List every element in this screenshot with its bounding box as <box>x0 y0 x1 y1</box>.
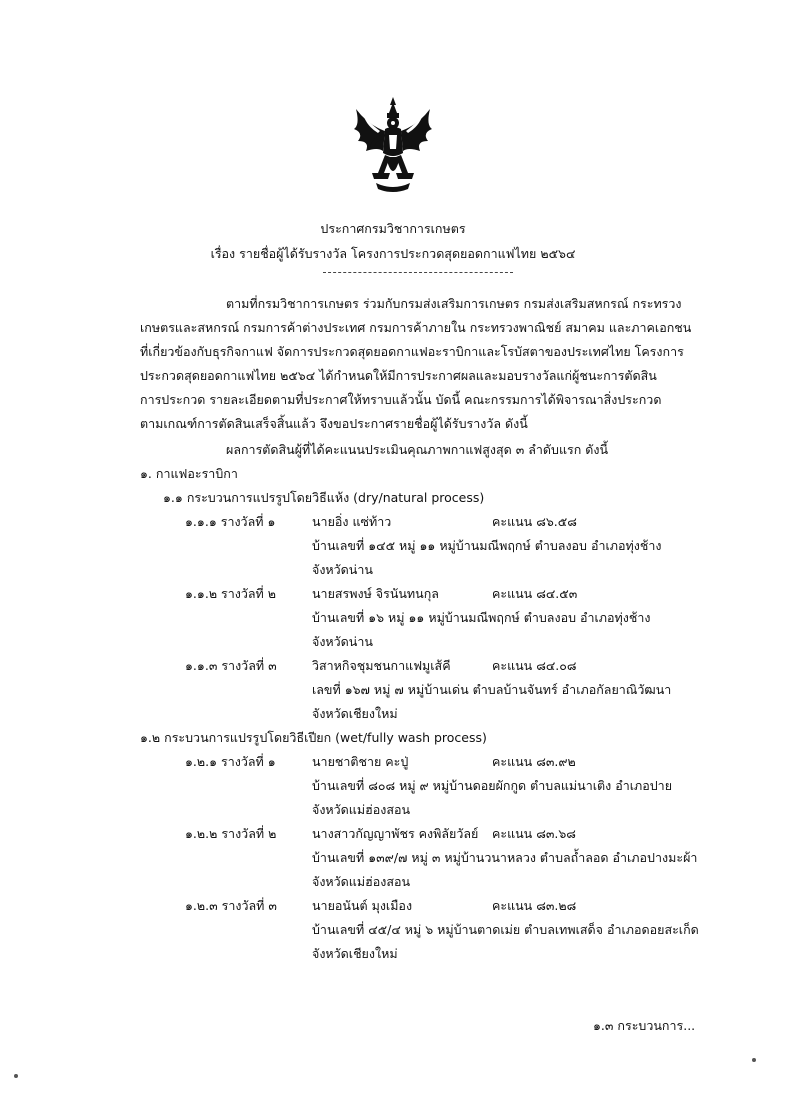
winner-address: บ้านเลขที่ ๑๖ หมู่ ๑๑ หมู่บ้านมณีพฤกษ์ ตำบลงอบ อำเภอทุ่งช้าง <box>312 610 651 625</box>
intro-line: ที่เกี่ยวข้องกับธุรกิจกาแฟ จัดการประกวดสุดยอดกาแฟอะราบิกาและโรบัสตาของประเทศไทย โครงการ <box>140 344 684 359</box>
winner-address: เลขที่ ๑๖๗ หมู่ ๗ หมู่บ้านเด่น ตำบลบ้านจันทร์ อำเภอกัลยาณิวัฒนา <box>312 682 672 697</box>
winner-province: จังหวัดเชียงใหม่ <box>312 706 398 721</box>
winner-province: จังหวัดแม่ฮ่องสอน <box>312 802 411 817</box>
winner-score: คะแนน ๘๖.๕๘ <box>492 514 577 529</box>
award-rank: ๑.๑.๒ รางวัลที่ ๒ <box>185 586 276 601</box>
announcement-subject: เรื่อง รายชื่อผู้ได้รับรางวัล โครงการประกวดสุดยอดกาแฟไทย ๒๕๖๔ <box>210 246 576 261</box>
winner-province: จังหวัดเชียงใหม่ <box>312 946 398 961</box>
title-divider <box>323 272 513 273</box>
winner-score: คะแนน ๘๔.๐๘ <box>492 658 577 673</box>
winner-province: จังหวัดน่าน <box>312 562 373 577</box>
winner-score: คะแนน ๘๓.๙๒ <box>492 754 576 769</box>
award-rank: ๑.๑.๑ รางวัลที่ ๑ <box>185 514 276 529</box>
winner-address: บ้านเลขที่ ๑๔๕ หมู่ ๑๑ หมู่บ้านมณีพฤกษ์ ตำบลงอบ อำเภอทุ่งช้าง <box>312 538 662 553</box>
winner-province: จังหวัดน่าน <box>312 634 373 649</box>
winner-name: นายชาติชาย คะปู่ <box>312 754 409 769</box>
award-rank: ๑.๒.๑ รางวัลที่ ๑ <box>185 754 276 769</box>
winner-name: นายสรพงษ์ จิรนันทนกุล <box>312 586 439 601</box>
winner-province: จังหวัดแม่ฮ่องสอน <box>312 874 411 889</box>
scan-speck <box>14 1074 18 1078</box>
intro-line: ตามเกณฑ์การตัดสินเสร็จสิ้นแล้ว จึงขอประกาศรายชื่อผู้ได้รับรางวัล ดังนี้ <box>140 416 528 431</box>
intro-paragraph <box>140 292 692 436</box>
winner-name: นางสาวกัญญาพัชร คงพิลัยวัลย์ <box>312 826 479 841</box>
intro-line: ประกวดสุดยอดกาแฟไทย ๒๕๖๔ ได้กำหนดให้มีการประกาศผลและมอบรางวัลแก่ผู้ชนะการตัดสิน <box>140 368 657 383</box>
section-title: ๑.๒ กระบวนการแปรรูปโดยวิธีเปียก (wet/fully wash process) <box>140 730 487 745</box>
award-rank: ๑.๒.๓ รางวัลที่ ๓ <box>185 898 277 913</box>
scan-speck <box>752 1058 756 1062</box>
intro-line: เกษตรและสหกรณ์ กรมการค้าต่างประเทศ กรมการค้าภายใน กระทรวงพาณิชย์ สมาคม และภาคเอกชน <box>140 320 692 335</box>
intro-line: ตามที่กรมวิชาการเกษตร ร่วมกับกรมส่งเสริมการเกษตร กรมส่งเสริมสหกรณ์ กระทรวง <box>226 296 682 311</box>
result-heading: ผลการตัดสินผู้ที่ได้คะแนนประเมินคุณภาพกาแฟสูงสุด ๓ ลำดับแรก ดังนี้ <box>226 442 609 457</box>
winner-name: นายอนันต์ มุงเมือง <box>312 898 413 913</box>
winner-name: นายอิ่ง แซ่ท้าว <box>312 514 392 529</box>
garuda-emblem-icon <box>350 95 436 195</box>
winner-address: บ้านเลขที่ ๑๓๙/๗ หมู่ ๓ หมู่บ้านวนาหลวง ตำบลถ้ำลอด อำเภอปางมะผ้า <box>312 850 698 865</box>
award-rank: ๑.๑.๓ รางวัลที่ ๓ <box>185 658 277 673</box>
winner-score: คะแนน ๘๓.๖๘ <box>492 826 576 841</box>
winner-score: คะแนน ๘๔.๕๓ <box>492 586 578 601</box>
winner-name: วิสาหกิจชุมชนกาแฟมูเส้คี <box>312 658 451 673</box>
continuation-note: ๑.๓ กระบวนการ... <box>593 1018 696 1033</box>
winner-address: บ้านเลขที่ ๔๕/๔ หมู่ ๖ หมู่บ้านตาดเม่ย ตำบลเทพเสด็จ อำเภอดอยสะเก็ด <box>312 922 699 937</box>
category-heading: ๑. กาแฟอะราบิกา <box>140 466 238 481</box>
section-title: ๑.๑ กระบวนการแปรรูปโดยวิธีแห้ง (dry/natural process) <box>163 490 485 505</box>
winner-address: บ้านเลขที่ ๘๐๘ หมู่ ๙ หมู่บ้านดอยผักกูด ตำบลแม่นาเติง อำเภอปาย <box>312 778 673 793</box>
intro-line: การประกวด รายละเอียดตามที่ประกาศให้ทราบแล้วนั้น บัดนี้ คณะกรรมการได้พิจารณาสิ่งประกวด <box>140 392 662 407</box>
announcement-agency: ประกาศกรมวิชาการเกษตร <box>320 221 466 236</box>
award-rank: ๑.๒.๒ รางวัลที่ ๒ <box>185 826 277 841</box>
winner-score: คะแนน ๘๓.๒๘ <box>492 898 577 913</box>
